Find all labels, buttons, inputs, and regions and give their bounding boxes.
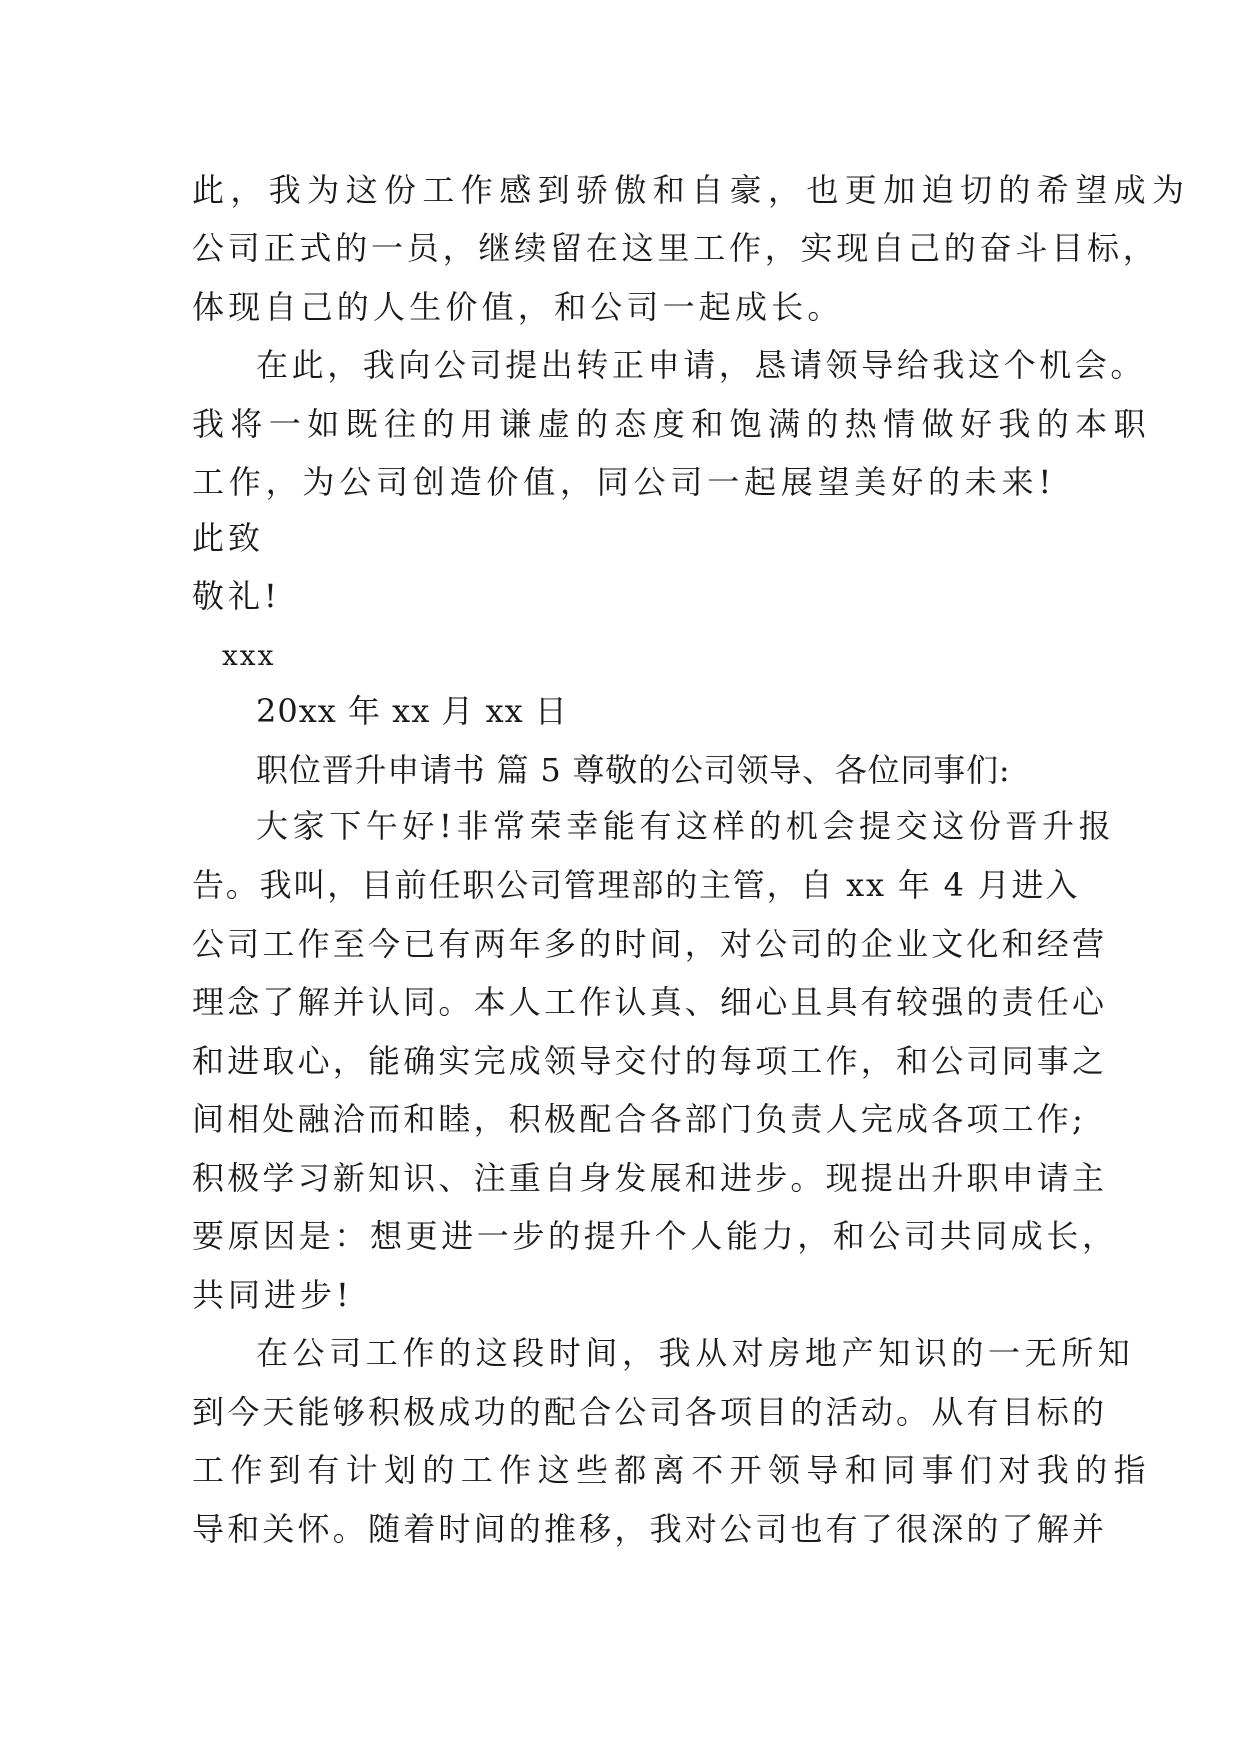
text-line: 在公司工作的这段时间，我从对房地产知识的一无所知 bbox=[256, 1334, 1135, 1372]
text-line: 此致 bbox=[192, 519, 265, 557]
text-line: 间相处融洽而和睦，积极配合各部门负责人完成各项工作; bbox=[192, 1100, 1086, 1138]
text-line: 我将一如既往的用谦虚的态度和饱满的热情做好我的本职 bbox=[192, 405, 1153, 443]
text-line: 大家下午好!非常荣幸能有这样的机会提交这份晋升报 bbox=[256, 807, 1116, 845]
text-line: 在此，我向公司提出转正申请，恳请领导给我这个机会。 bbox=[256, 346, 1147, 384]
text-line: 此，我为这份工作感到骄傲和自豪，也更加迫切的希望成为 bbox=[192, 171, 1191, 209]
text-line: 工作，为公司创造价值，同公司一起展望美好的未来! bbox=[192, 463, 1057, 501]
text-line: 告。我叫，目前任职公司管理部的主管，自 xx 年 4 月进入 bbox=[192, 866, 1080, 904]
section-heading: 职位晋升申请书 篇 5 尊敬的公司领导、各位同事们: bbox=[256, 751, 1011, 789]
date-line: 20xx 年 xx 月 xx 日 bbox=[256, 692, 568, 730]
text-line: 要原因是：想更进一步的提升个人能力，和公司共同成长， bbox=[192, 1217, 1118, 1255]
text-line: 体现自己的人生价值，和公司一起成长。 bbox=[192, 288, 844, 326]
text-line: 工作到有计划的工作这些都离不开领导和同事们对我的指 bbox=[192, 1451, 1153, 1489]
signature-name: xxx bbox=[222, 639, 276, 672]
text-line: 理念了解并认同。本人工作认真、细心且具有较强的责任心 bbox=[192, 983, 1108, 1021]
text-line: 和进取心，能确实完成领导交付的每项工作，和公司同事之 bbox=[192, 1042, 1108, 1080]
text-line: 公司工作至今已有两年多的时间，对公司的企业文化和经营 bbox=[192, 925, 1108, 963]
text-line: 共同进步! bbox=[192, 1276, 353, 1314]
text-line: 积极学习新知识、注重自身发展和进步。现提出升职申请主 bbox=[192, 1159, 1108, 1197]
text-line: 敬礼! bbox=[192, 577, 281, 615]
text-line: 导和关怀。随着时间的推移，我对公司也有了很深的了解并 bbox=[192, 1510, 1108, 1548]
text-line: 公司正式的一员，继续留在这里工作，实现自己的奋斗目标， bbox=[192, 229, 1159, 267]
text-line: 到今天能够积极成功的配合公司各项目的活动。从有目标的 bbox=[192, 1393, 1108, 1431]
